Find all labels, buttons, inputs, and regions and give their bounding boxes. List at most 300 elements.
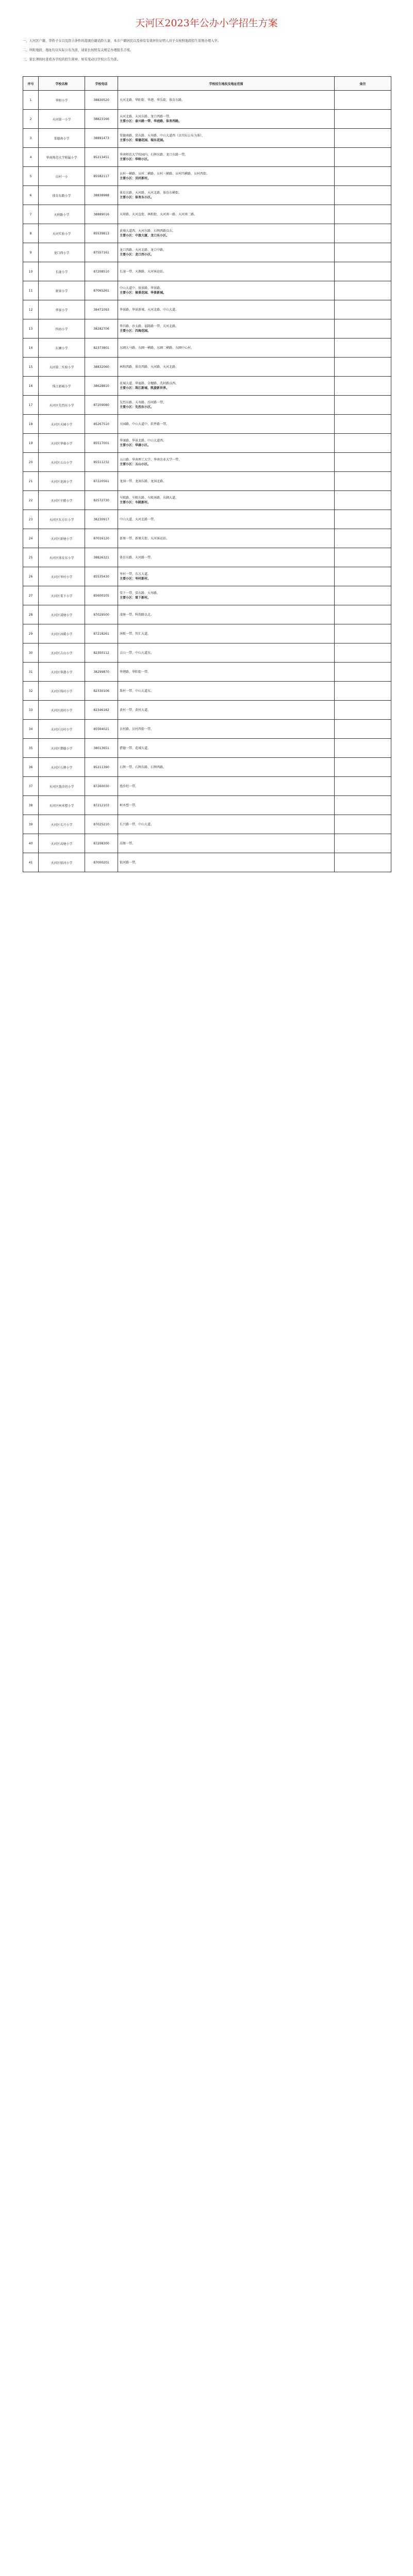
row-phone: 87209080 [85, 396, 118, 415]
row-phone: 85600105 [85, 586, 118, 605]
row-note [335, 796, 391, 815]
row-phone: 38832060 [85, 358, 118, 377]
table-row [23, 682, 391, 701]
row-address [118, 186, 335, 205]
table-row [23, 453, 391, 472]
main-community: 主要小区：车陂新村。 [120, 501, 151, 504]
address-text: 吉山一带、中山大道东。 [120, 651, 154, 655]
row-address [118, 643, 335, 663]
row-phone: 38823166 [85, 110, 118, 129]
row-phone: 87220561 [85, 472, 118, 491]
row-phone: 85564021 [85, 720, 118, 739]
row-note [335, 701, 391, 720]
address-text: 渔沙坦一带。 [120, 784, 139, 788]
row-address [118, 663, 335, 682]
row-school-name: 天河区车陂小学 [39, 491, 85, 510]
table-row [23, 815, 391, 834]
page-title: 天河区2023年公办小学招生方案 [135, 18, 278, 29]
row-address [118, 262, 335, 281]
table-row [23, 758, 391, 777]
row-phone: 38628810 [85, 377, 118, 396]
row-address [118, 796, 335, 815]
main-community: 主要小区：龙口西小区。 [120, 253, 154, 257]
row-school-name: 天河区沐陂小学 [39, 624, 85, 643]
row-note [335, 720, 391, 739]
header-no: 序号 [23, 77, 39, 91]
row-note [335, 396, 391, 415]
address-text: 黄埔大道西、天河东路、石牌西路以东。 [120, 229, 176, 233]
table-row [23, 529, 391, 548]
address-text: 高塘一带。 [120, 841, 136, 845]
row-address [118, 624, 335, 643]
row-school-name: 天河区先烈东小学 [39, 396, 85, 415]
row-no: 22 [23, 491, 39, 510]
row-address [118, 720, 335, 739]
row-no: 6 [23, 186, 39, 205]
row-school-name: 天河区渔沙坦小学 [39, 777, 85, 796]
row-phone: 82346182 [85, 701, 118, 720]
row-school-name: 棠德南小学 [39, 129, 85, 148]
row-note [335, 434, 391, 453]
row-note [335, 834, 391, 853]
row-phone: 38013651 [85, 739, 118, 758]
row-no: 12 [23, 300, 39, 319]
main-community: 主要小区：华师小区。 [120, 158, 151, 161]
row-no: 7 [23, 205, 39, 224]
address-text: 员村路、员村西街一带。 [120, 727, 154, 731]
row-no: 10 [23, 262, 39, 281]
address-text: 天园路、中山大道中、软件路一带。 [120, 422, 170, 426]
row-phone: 38282706 [85, 319, 118, 338]
row-phone: 38230917 [85, 510, 118, 529]
row-school-name: 员村一小 [39, 167, 85, 186]
row-address [118, 167, 335, 186]
row-school-name: 华南师范大学附属小学 [39, 148, 85, 167]
row-address [118, 701, 335, 720]
main-community: 主要小区：泰兴路一带、华庭路、体育西路。 [120, 120, 182, 123]
table-row [23, 396, 391, 415]
row-school-name: 珠江新城小学 [39, 377, 85, 396]
row-phone: 87029500 [85, 605, 118, 624]
row-address [118, 548, 335, 567]
row-note [335, 529, 391, 548]
row-phone: 85213451 [85, 148, 118, 167]
row-note [335, 663, 391, 682]
table-row [23, 605, 391, 624]
row-no: 2 [23, 110, 39, 129]
row-no: 32 [23, 682, 39, 701]
row-school-name: 华阳小学 [39, 91, 85, 110]
row-school-name: 四海小学 [39, 319, 85, 338]
row-school-name: 天河区柯木塱小学 [39, 796, 85, 815]
row-address [118, 434, 335, 453]
row-no: 38 [23, 796, 39, 815]
row-school-name: 天府路小学 [39, 205, 85, 224]
table-row [23, 434, 391, 453]
row-note [335, 300, 391, 319]
row-phone: 87212103 [85, 796, 118, 815]
row-address [118, 91, 335, 110]
table-row [23, 624, 391, 643]
table-row [23, 739, 391, 758]
row-note [335, 148, 391, 167]
row-note [335, 167, 391, 186]
row-no: 24 [23, 529, 39, 548]
row-address [118, 224, 335, 243]
row-school-name: 东圃小学 [39, 338, 85, 358]
row-address [118, 605, 335, 624]
row-address [118, 338, 335, 358]
row-note [335, 853, 391, 872]
row-note [335, 472, 391, 491]
main-community: 主要小区：员村新村。 [120, 177, 151, 180]
row-note [335, 777, 391, 796]
address-text: 珠村一带、中山大道东。 [120, 689, 154, 693]
table-row [23, 777, 391, 796]
main-community: 主要小区：中旅大厦、龙口东小区。 [120, 234, 170, 238]
address-text: 天府路、天河直街、林和街、天河南一路、天河南二路。 [120, 212, 197, 216]
row-note [335, 129, 391, 148]
main-community: 主要小区：棠下新村。 [120, 596, 151, 600]
row-no: 41 [23, 853, 39, 872]
main-community: 主要小区：岑村新村。 [120, 577, 151, 581]
header-address: 学校招生地段及地址范围 [118, 77, 335, 91]
row-phone: 82572730 [85, 491, 118, 510]
address-text: 棠德南路、棠东路、天寿路、中山大道西（以实际公布为准）。 [120, 134, 205, 138]
address-text: 长湴一带、天源路、天河客运站。 [120, 269, 167, 274]
row-note [335, 224, 391, 243]
row-phone: 82373801 [85, 338, 118, 358]
row-address [118, 319, 335, 338]
row-address [118, 567, 335, 586]
table-row [23, 567, 391, 586]
row-school-name: 天河区员村小学 [39, 720, 85, 739]
row-phone: 38299870 [85, 663, 118, 682]
row-school-name: 华景小学 [39, 300, 85, 319]
row-address [118, 815, 335, 834]
row-no: 36 [23, 758, 39, 777]
row-address [118, 110, 335, 129]
row-phone: 38838988 [85, 186, 118, 205]
row-note [335, 319, 391, 338]
note-2: 二、所附地段、地址均以实际公布为准，请家长按照有关规定办理报名手续。 [23, 48, 134, 52]
main-community: 主要小区：先烈东小区。 [120, 405, 154, 409]
row-no: 16 [23, 377, 39, 396]
table-row [23, 415, 391, 434]
address-text: 柯木塱一带。 [120, 803, 139, 807]
row-school-name: 天河第一小学 [39, 110, 85, 129]
row-note [335, 815, 391, 834]
header-school: 学校名称 [39, 77, 85, 91]
row-no: 14 [23, 338, 39, 358]
table-row [23, 853, 391, 872]
row-no: 31 [23, 663, 39, 682]
row-address [118, 281, 335, 300]
row-note [335, 491, 391, 510]
row-phone: 85211390 [85, 758, 118, 777]
table-row [23, 300, 391, 319]
notes [23, 38, 394, 66]
row-school-name: 天河区凌塘小学 [39, 605, 85, 624]
row-school-name: 天河区银河小学 [39, 853, 85, 872]
table-row [23, 663, 391, 682]
address-text: 长兴路一带、中山大道。 [120, 822, 154, 826]
row-no: 5 [23, 167, 39, 186]
row-phone: 85517001 [85, 434, 118, 453]
address-text: 华港路、华阳街一带。 [120, 670, 151, 674]
row-no: 23 [23, 510, 39, 529]
address-text: 天河北路、华阳街、华港、华乐街，体育东路。 [120, 98, 185, 102]
address-text: 龙口西路、天河北路、龙口中路。 [120, 248, 167, 252]
row-address [118, 300, 335, 319]
row-school-name: 长湴小学 [39, 262, 85, 281]
table-row [23, 701, 391, 720]
address-text: 银河路一带。 [120, 860, 139, 865]
note-1: 一、天河区户籍、华侨子女以及符合条件的港澳台籍适龄儿童、本市户籍居民以及持有有效居住证明人员子女按照地段招生原则办理入学。 [23, 39, 221, 43]
row-school-name: 天河区岑村小学 [39, 567, 85, 586]
row-address [118, 491, 335, 510]
row-address [118, 777, 335, 796]
row-school-name: 天河区华港小学 [39, 663, 85, 682]
row-address [118, 472, 335, 491]
row-school-name: 天河区珠村小学 [39, 682, 85, 701]
main-community: 主要小区：棠德花园、瑞东花园。 [120, 139, 167, 142]
row-no: 26 [23, 567, 39, 586]
row-no: 1 [23, 91, 39, 110]
row-school-name: 天河第二实验小学 [39, 358, 85, 377]
row-no: 37 [23, 777, 39, 796]
table-row [23, 224, 391, 243]
row-address [118, 453, 335, 472]
address-text: 猎德一带、花城大道。 [120, 746, 151, 750]
table-row [23, 281, 391, 300]
row-school-name: 天河区长兴小学 [39, 815, 85, 834]
row-phone: 85267510 [85, 415, 118, 434]
school-table [23, 76, 391, 2576]
address-text: 中山大道、天河北路一带。 [120, 517, 157, 521]
row-address [118, 834, 335, 853]
address-text: 体育东路、天河路一带。 [120, 555, 154, 560]
row-no: 34 [23, 720, 39, 739]
row-note [335, 682, 391, 701]
table-row [23, 472, 391, 491]
row-school-name: 天河区东方红小学 [39, 510, 85, 529]
row-address [118, 739, 335, 758]
address-text: 林和西路、体育西路、天河路、天河北路。 [120, 365, 179, 369]
table-row [23, 319, 391, 338]
row-phone: 38889016 [85, 205, 118, 224]
row-address [118, 377, 335, 396]
row-address [118, 510, 335, 529]
row-school-name: 天河区棠下小学 [39, 586, 85, 605]
row-note [335, 586, 391, 605]
row-note [335, 739, 391, 758]
main-community: 主要小区：华康小区。 [120, 444, 151, 447]
row-phone: 87260030 [85, 777, 118, 796]
row-no: 15 [23, 358, 39, 377]
address-text: 棠下一带、棠东路、天寿路。 [120, 591, 160, 595]
header-note: 备注 [335, 77, 391, 91]
row-address [118, 396, 335, 415]
row-school-name: 天河区天园小学 [39, 415, 85, 434]
row-address [118, 358, 335, 377]
row-phone: 38471093 [85, 300, 118, 319]
table-row [23, 205, 391, 224]
row-note [335, 243, 391, 262]
table-row [23, 834, 391, 853]
row-phone: 82350112 [85, 643, 118, 663]
note-3: 三、家长须按时查看各学校的招生简章，如有变动以学校公告为准。 [23, 58, 120, 61]
table-row [23, 510, 391, 529]
row-school-name: 天河区龙洞小学 [39, 472, 85, 491]
table-header-row [23, 77, 391, 91]
table-body [23, 91, 391, 872]
main-community: 主要小区：骏景花园、华景新城。 [120, 291, 167, 295]
row-school-name: 天河区华康小学 [39, 434, 85, 453]
row-school-name: 天河区五山小学 [39, 453, 85, 472]
address-text: 员村一横路、员村二横路、员村三横路、员村四横路，员村西街。 [120, 172, 210, 176]
row-address [118, 148, 335, 167]
row-phone: 87208300 [85, 834, 118, 853]
row-note [335, 91, 391, 110]
table-row [23, 643, 391, 663]
row-no: 9 [23, 243, 39, 262]
row-address [118, 682, 335, 701]
row-address [118, 586, 335, 605]
row-phone: 82330106 [85, 682, 118, 701]
row-no: 21 [23, 472, 39, 491]
row-phone: 85511232 [85, 453, 118, 472]
row-no: 13 [23, 319, 39, 338]
table-row [23, 796, 391, 815]
address-text: 中山大道中、骏景路、华景路。 [120, 286, 163, 290]
row-note [335, 624, 391, 643]
address-text: 天河北路、天河东路、龙口西路一带。 [120, 115, 173, 118]
row-school-name: 龙口西小学 [39, 243, 85, 262]
row-note [335, 510, 391, 529]
row-school-name: 天河区吉山小学 [39, 643, 85, 663]
table-row [23, 491, 391, 510]
row-no: 33 [23, 701, 39, 720]
address-text: 花城大道、华夏路、金穗路、冼村路以西。 [120, 382, 179, 385]
row-no: 39 [23, 815, 39, 834]
row-no: 19 [23, 434, 39, 453]
row-no: 17 [23, 396, 39, 415]
row-no: 18 [23, 415, 39, 434]
main-community: 主要小区：珠江新城、凯旋新世界。 [120, 386, 170, 390]
row-no: 25 [23, 548, 39, 567]
row-no: 28 [23, 605, 39, 624]
row-no: 8 [23, 224, 39, 243]
row-no: 27 [23, 586, 39, 605]
header-phone: 学校电话 [85, 77, 118, 91]
row-note [335, 186, 391, 205]
table-row [23, 548, 391, 567]
row-no: 29 [23, 624, 39, 643]
row-phone: 87218261 [85, 624, 118, 643]
row-school-name: 天河区猎德小学 [39, 739, 85, 758]
address-text: 东圃大马路、东圃一横路、东圃二横路、东圃中心村。 [120, 346, 194, 350]
row-note [335, 643, 391, 663]
table-row [23, 243, 391, 262]
address-text: 体育东路、天河路、天河北路、体育东横街。 [120, 191, 182, 195]
table-row [23, 186, 391, 205]
row-address [118, 129, 335, 148]
row-no: 11 [23, 281, 39, 300]
row-no: 4 [23, 148, 39, 167]
row-school-name: 天河区高塘小学 [39, 834, 85, 853]
table-row [23, 167, 391, 186]
address-text: 五山路、华南理工大学、华南农业大学一带。 [120, 458, 182, 462]
row-phone: 38891473 [85, 129, 118, 148]
main-community: 主要小区：体育东小区。 [120, 196, 154, 199]
row-phone: 85539813 [85, 224, 118, 243]
main-community: 主要小区：四海花园。 [120, 329, 151, 333]
row-address [118, 853, 335, 872]
table-row [23, 358, 391, 377]
table-row [23, 338, 391, 358]
address-text: 车陂路、车陂东路、车陂南路、东圃大道。 [120, 496, 179, 500]
table-row [23, 110, 391, 129]
row-phone: 85535430 [85, 567, 118, 586]
row-school-name: 天河实验小学 [39, 224, 85, 243]
row-school-name: 天河区新塘小学 [39, 529, 85, 548]
row-note [335, 205, 391, 224]
row-school-name: 天河区体育东小学 [39, 548, 85, 567]
main-community: 主要小区：五山小区。 [120, 463, 151, 466]
row-phone: 87208510 [85, 262, 118, 281]
row-note [335, 453, 391, 472]
row-school-name: 天河区黄村小学 [39, 701, 85, 720]
row-phone: 85582117 [85, 167, 118, 186]
address-text: 华康路、华景北路、中山大道西。 [120, 439, 167, 443]
address-text: 黄村一带、黄村大道。 [120, 708, 151, 712]
row-phone: 87065261 [85, 281, 118, 300]
row-address [118, 758, 335, 777]
row-note [335, 262, 391, 281]
row-phone: 87557161 [85, 243, 118, 262]
row-phone: 38826321 [85, 548, 118, 567]
table-row [23, 377, 391, 396]
address-text: 岑村一带、东方大道。 [120, 572, 151, 576]
address-text: 沐陂一带、智汇大道。 [120, 632, 151, 636]
row-phone: 87016120 [85, 529, 118, 548]
row-no: 35 [23, 739, 39, 758]
row-address [118, 243, 335, 262]
row-school-name: 天河区石牌小学 [39, 758, 85, 777]
row-phone: 87000201 [85, 853, 118, 872]
row-note [335, 415, 391, 434]
table-row [23, 129, 391, 148]
row-school-name: 体育东路小学 [39, 186, 85, 205]
row-note [335, 377, 391, 396]
row-no: 3 [23, 129, 39, 148]
address-text: 龙洞一带、龙洞东路、龙洞北路。 [120, 479, 167, 483]
table-row [23, 91, 391, 110]
row-address [118, 205, 335, 224]
row-address [118, 529, 335, 548]
address-text: 石牌一带、石牌东路、石牌西路。 [120, 765, 167, 769]
address-text: 华景路、华景新城、天河北路、中山大道。 [120, 308, 179, 312]
row-phone: 87025210 [85, 815, 118, 834]
row-phone: 38830520 [85, 91, 118, 110]
table-row [23, 586, 391, 605]
address-text: 新塘一带、新塘大街、天河客运站。 [120, 536, 170, 540]
row-no: 20 [23, 453, 39, 472]
table-row [23, 262, 391, 281]
row-note [335, 110, 391, 129]
address-text: 先烈东路、天寿路、沙河路一带。 [120, 401, 167, 404]
